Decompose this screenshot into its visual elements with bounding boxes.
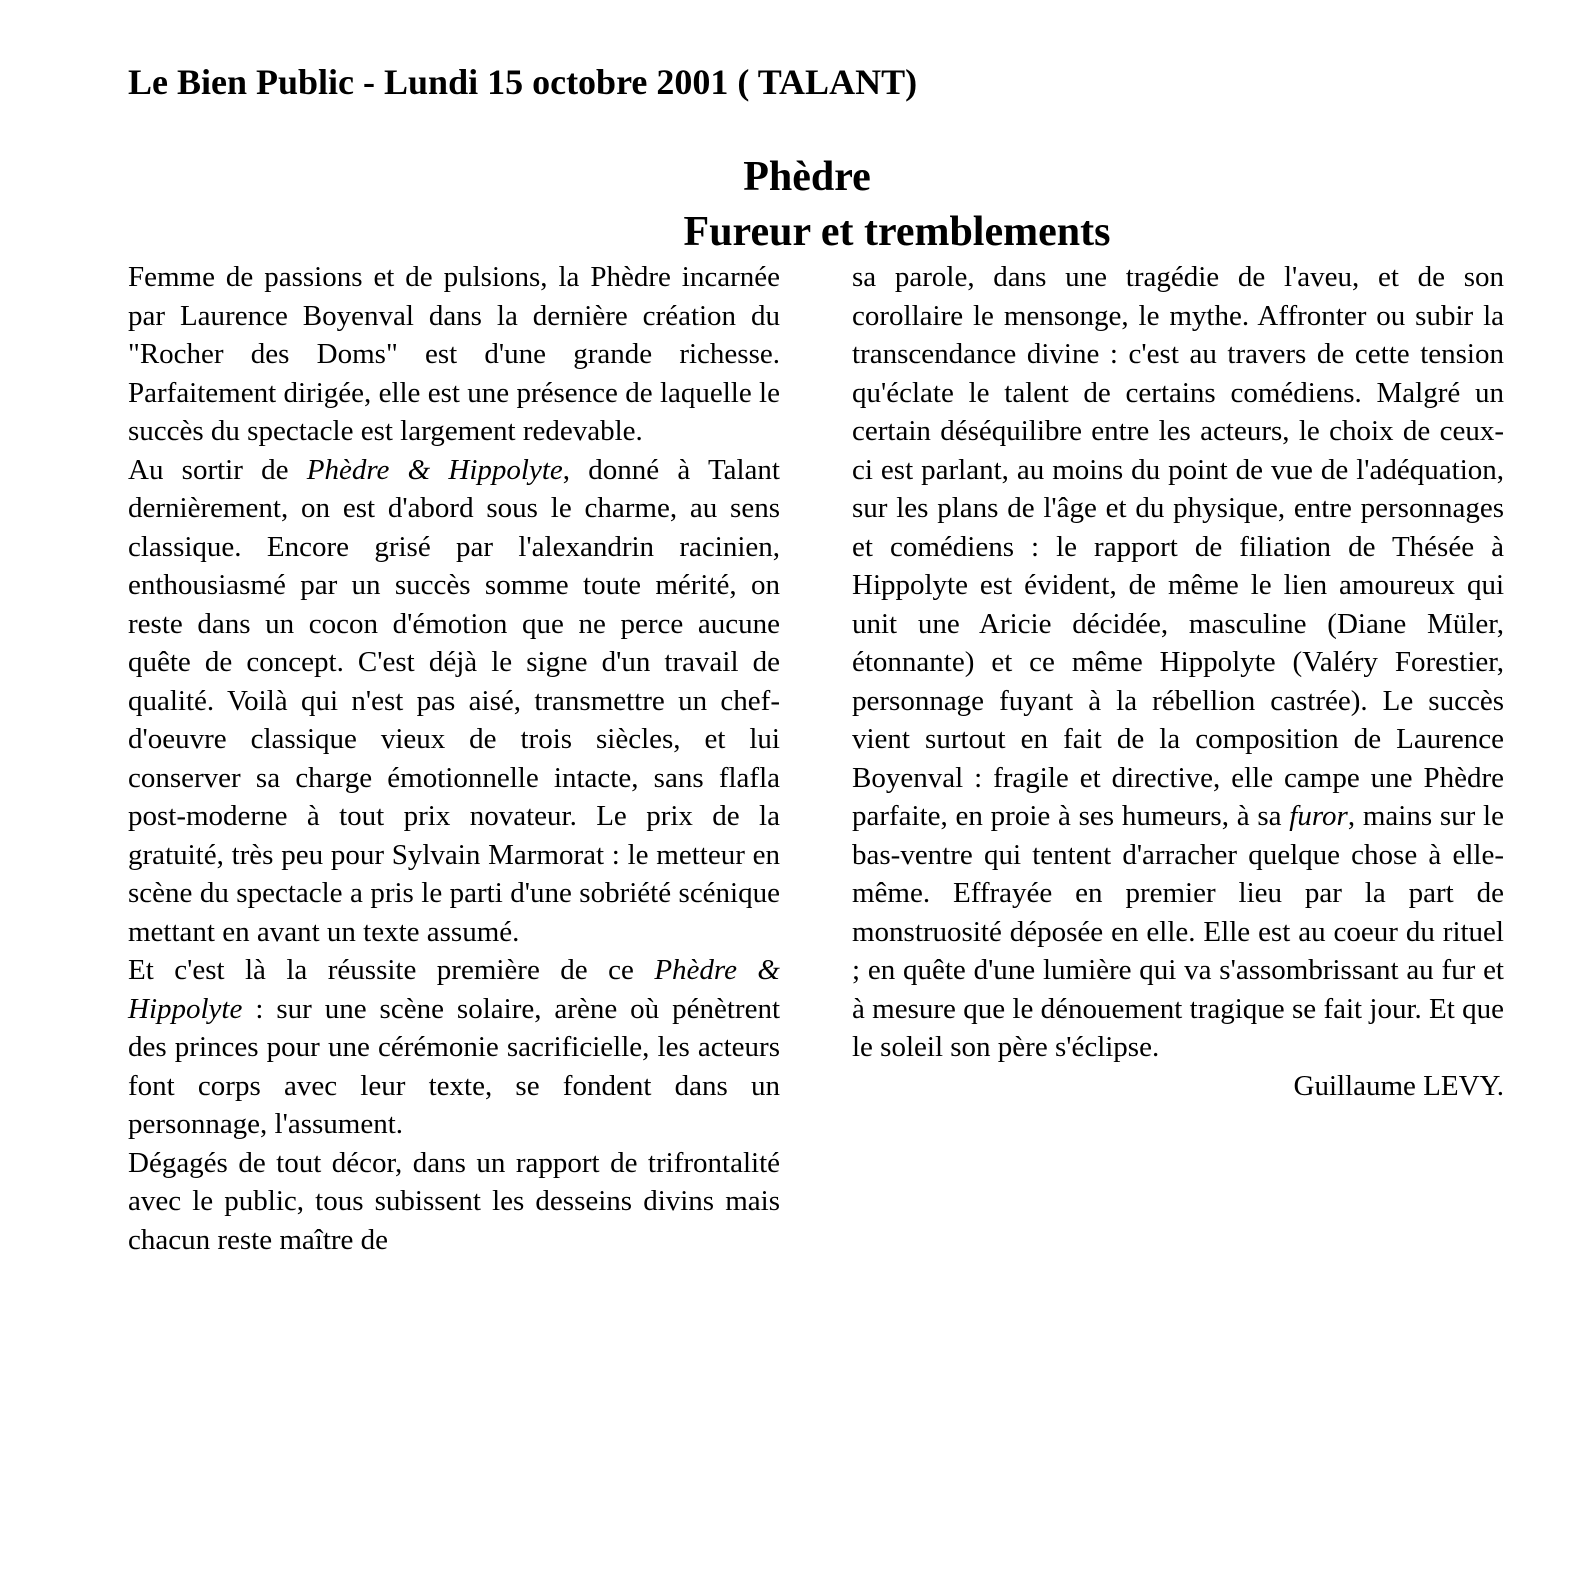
play-title-italic: Phèdre & Hippolyte <box>128 954 780 1025</box>
paragraph-2-text-start: Au sortir de <box>128 453 307 486</box>
paragraph-1: Femme de passions et de pulsions, la Phèdre incarnée par Laurence Boyenval dans la dernière création du "Rocher des Doms" est d'une grande richesse. Parfaitement dirigée, elle est une présence de laquelle le succès du spectacle est largement redevable. <box>128 261 780 447</box>
furor-italic: furor <box>1289 800 1348 832</box>
article-column-right <box>852 258 1504 1105</box>
paragraph-3-text-rest: : sur une scène solaire, arène où pénètrent des princes pour une cérémonie sacrificielle, les acteurs font corps avec leur texte, se fondent dans un personnage, l'assument. <box>128 992 780 1140</box>
author-byline: Guillaume LEVY. <box>1293 1069 1504 1102</box>
play-title-italic: Phèdre & Hippolyte <box>306 453 563 486</box>
article-column-left <box>128 258 780 1259</box>
paragraph-2 <box>128 451 780 952</box>
article-subtitle: Fureur et tremblements <box>683 209 1111 255</box>
paragraph-5-text-rest: , mains sur le bas-ventre qui tentent d'arracher quelque chose à elle-même. Effrayée en premier lieu par la part de monstruosité déposée en elle. Elle est au coeur du rituel ; en quête d'une lumière qui va s'assombrissant au fur et à mesure que le dénouement tragique se fait jour. Et que le soleil son père s'éclipse. <box>852 800 1504 1063</box>
paragraph-5 <box>852 258 1504 1067</box>
paragraph-3-text-start: Et c'est là la réussite première de ce <box>128 954 655 986</box>
paragraph-5-text-start: sa parole, dans une tragédie de l'aveu, et de son corollaire le mensonge, le mythe. Affronter ou subir la transcendance divine : c'est au travers de cette tension qu'éclate le talent de certains comédiens. Malgré un certain déséquilibre entre les acteurs, le choix de ceux-ci est parlant, au moins du point de vue de l'adéquation, sur les plans de l'âge et du physique, entre personnages et comédiens : le rapport de filiation de Thésée à Hippolyte est évident, de même le lien amoureux qui unit une Aricie décidée, masculine (Diane Müler, étonnante) et ce même Hippolyte (Valéry Forestier, personnage fuyant à la rébellion castrée). Le succès vient surtout en fait de la composition de Laurence Boyenval : fragile et directive, elle campe une Phèdre parfaite, en proie à ses humeurs, à sa <box>852 261 1504 832</box>
paragraph-4: Dégagés de tout décor, dans un rapport de trifrontalité avec le public, tous subissent les desseins divins mais chacun reste maître de <box>128 1146 780 1256</box>
paragraph-3 <box>128 951 780 1144</box>
article-title: Phèdre <box>743 154 871 200</box>
newspaper-source-line: Le Bien Public - Lundi 15 octobre 2001 ( TALANT) <box>128 62 918 102</box>
paragraph-2-text-rest: , donné à Talant dernièrement, on est d'abord sous le charme, au sens classique. Encore grisé par l'alexandrin racinien, enthousiasmé par un succès somme toute mérité, on reste dans un cocon d'émotion que ne perce aucune quête de concept. C'est déjà le signe d'un travail de qualité. Voilà qui n'est pas aisé, transmettre un chef-d'oeuvre classique vieux de trois siècles, et lui conserver sa charge émotionnelle intacte, sans flafla post-moderne à tout prix novateur. Le prix de la gratuité, très peu pour Sylvain Marmorat : le metteur en scène du spectacle a pris le parti d'une sobriété scénique mettant en avant un texte assumé. <box>128 453 780 948</box>
